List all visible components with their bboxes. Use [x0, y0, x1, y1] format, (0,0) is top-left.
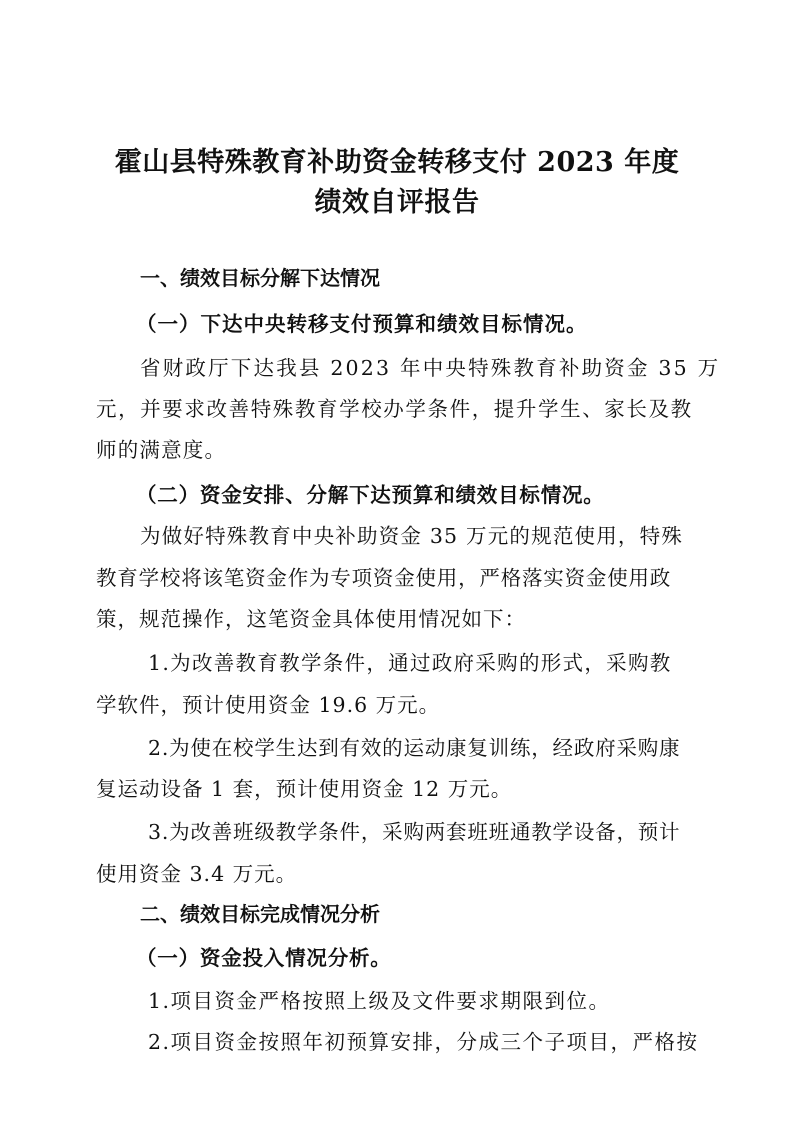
- paragraph-line: 教育学校将该笔资金作为专项资金使用，严格落实资金使用政: [96, 566, 672, 590]
- subsection-heading-2-1: （一）资金投入情况分析。: [136, 946, 392, 970]
- paragraph-line: 省财政厅下达我县 2023 年中央特殊教育补助资金 35 万: [140, 356, 721, 380]
- list-item-line: 使用资金 3.4 万元。: [96, 862, 298, 886]
- list-item-line: 3.为改善班级教学条件，采购两套班班通教学设备，预计: [148, 820, 681, 844]
- list-item-line: 学软件，预计使用资金 19.6 万元。: [96, 693, 441, 717]
- section-heading-1: 一、绩效目标分解下达情况: [140, 266, 380, 290]
- subsection-heading-1-2: （二）资金安排、分解下达预算和绩效目标情况。: [136, 483, 605, 507]
- report-title-line-2: 绩效自评报告: [314, 187, 480, 218]
- paragraph-line: 策，规范操作，这笔资金具体使用情况如下：: [96, 607, 526, 631]
- paragraph-line: 师的满意度。: [96, 438, 227, 462]
- list-item-line: 2.项目资金按照年初预算安排，分成三个子项目，严格按: [148, 1030, 699, 1054]
- section-heading-2: 二、绩效目标完成情况分析: [140, 902, 380, 926]
- list-item-line: 1.项目资金严格按照上级及文件要求期限到位。: [148, 989, 611, 1013]
- paragraph-line: 为做好特殊教育中央补助资金 35 万元的规范使用，特殊: [140, 524, 684, 548]
- list-item-line: 1.为改善教育教学条件，通过政府采购的形式，采购教: [148, 651, 672, 675]
- subsection-heading-1-1: （一）下达中央转移支付预算和绩效目标情况。: [136, 312, 588, 336]
- list-item-line: 2.为使在校学生达到有效的运动康复训练，经政府采购康: [148, 736, 681, 760]
- report-title-line-1: 霍山县特殊教育补助资金转移支付 2023 年度: [114, 147, 680, 178]
- paragraph-line: 元，并要求改善特殊教育学校办学条件，提升学生、家长及教: [96, 397, 693, 421]
- list-item-line: 复运动设备 1 套，预计使用资金 12 万元。: [96, 777, 513, 801]
